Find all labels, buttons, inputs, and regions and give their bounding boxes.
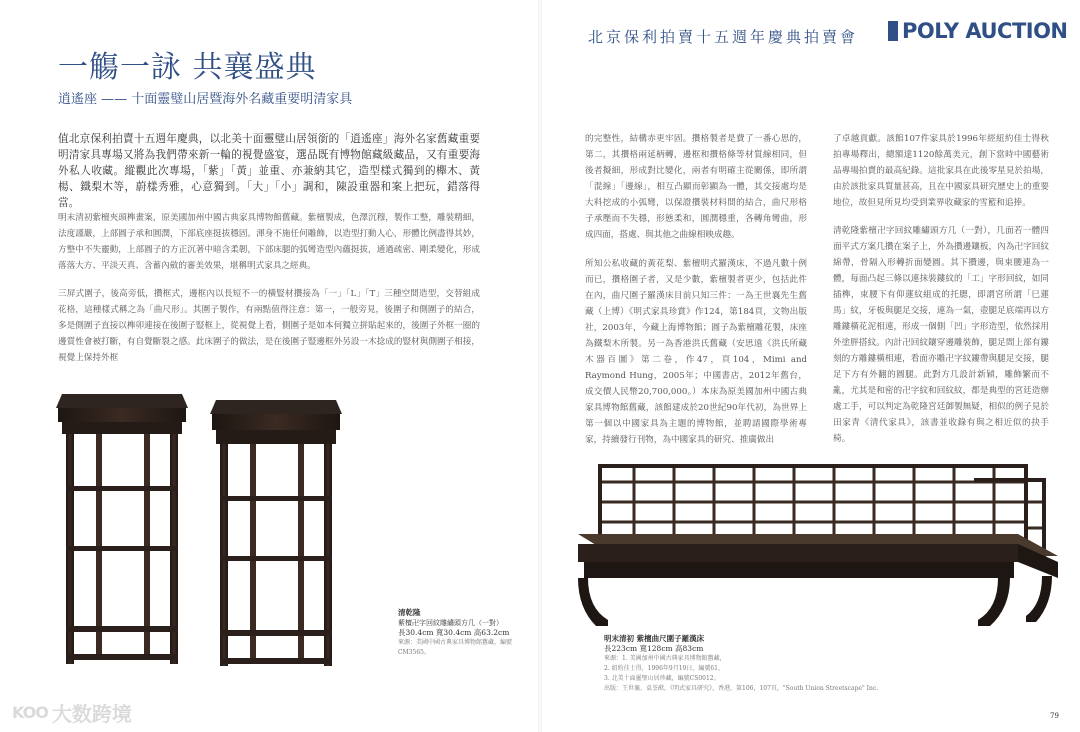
caption-period: 清乾隆 — [398, 608, 421, 617]
watermark — [12, 698, 132, 727]
article-title: 一觴一詠 共襄盛典 — [58, 50, 317, 85]
caption-note: 出版：王世襄、袁荃猷，《明式家具研究》，香港，第106，107頁，"South Union Streetscape" Inc. — [604, 685, 879, 692]
caption-dimensions: 長223cm 寬128cm 高83cm — [604, 644, 704, 653]
intro-paragraph: 值北京保利拍賣十五週年慶典，以北美十面靈璧山居領銜的「逍遙座」海外名家舊藏重要明清家具專場又將為我們帶來新一輪的視覺盛宴，選品既有博物館藏級藏品，又有重要海外私人收藏。縱觀此次專場，「紫」「黃」並重、亦兼納其它，造型樣式獨到的櫸木、黃楊、鐵梨木等，蔚樣秀雅，心意獨到。「大」「小」調和，陳設重器和案上把玩，錯落得當。 — [58, 133, 480, 209]
caption-name: 明末清初 紫檀曲尺圍子羅漢床 — [604, 634, 705, 643]
caption-dimensions: 長30.4cm 寬30.4cm 高63.2cm — [398, 628, 510, 637]
zitan-daybed-photo — [574, 458, 1062, 636]
body-paragraph: 三屏式圍子，後高旁低，攢框式，邊框內以長短不一的橫豎材攢接為「一」「L」「T」三種空間造型，交替組成花格，這種樣式稱之為「曲尺形」。其圍子製作，有兩點值得注意：第一，一般旁見，後圍子和側圍子的結合，多是側圍子直接以榫卯連接在後圍子豎框上，從視覺上看，側圍子是如本何獨立拼貼起來的，後圍子外框一圈的邊質性會被打斷，有自覺斷裂之感。此床圍子的做法，是在後圍子豎邊框外另設一木捻成的豎材與側圍子相接，視覺上保持外框 — [58, 289, 480, 363]
poly-auction-logo — [888, 19, 1068, 43]
watermark-logo-icon: KOO — [12, 703, 48, 722]
caption-provenance: 來源：美國中國古典家具博物館舊藏，編號CM3565。 — [398, 639, 513, 656]
caption-note: 2. 紐約佳士得，1996年9月19日，編號61， — [604, 665, 724, 672]
body-paragraph: 明末清初紫檀夾頭榫畫案，原美國加州中國古典家具博物館舊藏。紫檀製成，色澤沉穆，製作工整，雕裝精細，法度謹嚴，上部圓子承和圓潤，下部底座挺拔穩固。渾身不施任何雕飾，以造型打動人心，形體比例盡得其妙，方整中不失靈動，上部圓子的方正沉著中暗含柔韌，下部床腿的弧彎造型內蘊挺拔，通過疏密、剛柔變化，形成落落大方、平淡天真、含蓄內斂的審美效果，堪稱明式家具之經典。 — [58, 213, 480, 271]
body-paragraph: 清乾隆紫檀卍字回紋雕繡頭方几（一對），几面若一體四面平式方案几攢在案子上，外為攢邊鑲板，內為卍字回紋綿帶，骨隔入形轉折面變圓。其下攢邊，與束腰連為一體，每面凸起三條以連抹裝鏤紋的「工」字形回紋，如同插榫，束腰下有仰蓮紋組成的托腮，即謂宮所謂「巳蓮馬」紋，牙板與腿足交接，連為一氣，壺腿足底端再以方雕鏤橫花泥相連，形成一個側「凹」字形造型，依然採用外塗胖搭紋。內計卍回紋鑲穿邊雕裝飾，腿足間上部有鏤刻的方雕鏤橫相連，看面亦雕卍字紋鏤帶與腿足交接，腿足下方有外翻的圓腿。此對方几設計新穎，雕飾繁而不亂，尤其是和密的卍字紋和回紋紋，都是典型的宮廷造辦處工手，可以判定為乾隆宮廷御製無疑，相似的例子見於田家青《清代家具》，該書並收錄有與之相近似的抉手椅。 — [833, 226, 1049, 444]
body-paragraph: 所知公私收藏的黃花梨、紫檀明式羅漢床，不過凡數十例而已，攢格圍子者，又是少數，紫檀製者更少，包括此件在內，曲尺圍子羅漢床目前只知三件：一為王世襄先生舊藏（上博）《明式家具珍賞》作124，第184頁，文物出版社，2003年，今藏上海博物館；圓子為紫檀雕花製，床座為鐵梨木所製。另一為香港洪氏舊藏（安思遠《洪氏所藏木器百圖》第二卷，作47，頁104，Mimi and Raymond Hung，2005年；中國書店，2012年舊台，成交價人民幣20,700,000。）本床為原美國加州中國古典家具博物館舊藏，該館建成於20世紀90年代初，為世界上第一個以中國家具為主題的博物館，並聘請國際學術專家，持續發行刊物，為中國家具的研究、推廣做出 — [585, 259, 807, 445]
daybed-caption — [604, 634, 904, 694]
poly-logo-mark-icon — [888, 21, 898, 41]
caption-note: 3. 北美十面靈璧山居珍藏，編號CS0012。 — [604, 675, 720, 682]
caption-note: 來源：1. 美國加州中國古典家具博物館舊藏， — [604, 655, 726, 662]
body-paragraph: 的完整性，結構赤更牢固。攢格製者是費了一番心思的，第二，其攢格兩延柄轉，邊框和攢格條等材質線相同，但後者擬細，形成對比變化，兩者有明確主從關係，即所謂「混線」「邊線」，相互凸顯而彰顯為一體，其交接處均是大料挖成的小弧彎，以保證攢裝材料間的結合，曲尺形格子承壓而不失穩，形態柔和，圓潤穩重，各轉角彎曲，形成四面，搭處、與其他之曲線相映成趣。 — [585, 134, 807, 240]
zitan-stands-photo — [56, 386, 378, 674]
page-number: 79 — [1050, 712, 1059, 720]
stand-caption — [398, 608, 538, 658]
page-gutter — [538, 0, 542, 732]
watermark-text: 大数跨境 — [51, 702, 132, 726]
article-subtitle: 逍遙座 —— 十面靈璧山居暨海外名藏重要明清家具 — [58, 92, 353, 107]
auction-event-title: 北京保利拍賣十五週年慶典拍賣會 — [588, 28, 859, 46]
body-paragraph: 了卓越貢獻。該館107件家具於1996年經紐約佳士得秋拍專場釋出，總額達1120餘萬美元，創下當時中國藝術品專場拍賣的最高紀錄。這批家具在此後零星見於拍場，由於該批家具質量甚高，且在中國家具研究歷史上的重要地位，故但見所見均受到業界收藏家的雪籃和追捧。 — [833, 134, 1049, 208]
stand-right — [210, 400, 342, 666]
stand-left — [56, 394, 188, 664]
caption-name: 紫檀卍字回紋雕繡頭方几（一對） — [398, 619, 503, 627]
poly-logo-text: POLY AUCTION — [902, 19, 1068, 43]
